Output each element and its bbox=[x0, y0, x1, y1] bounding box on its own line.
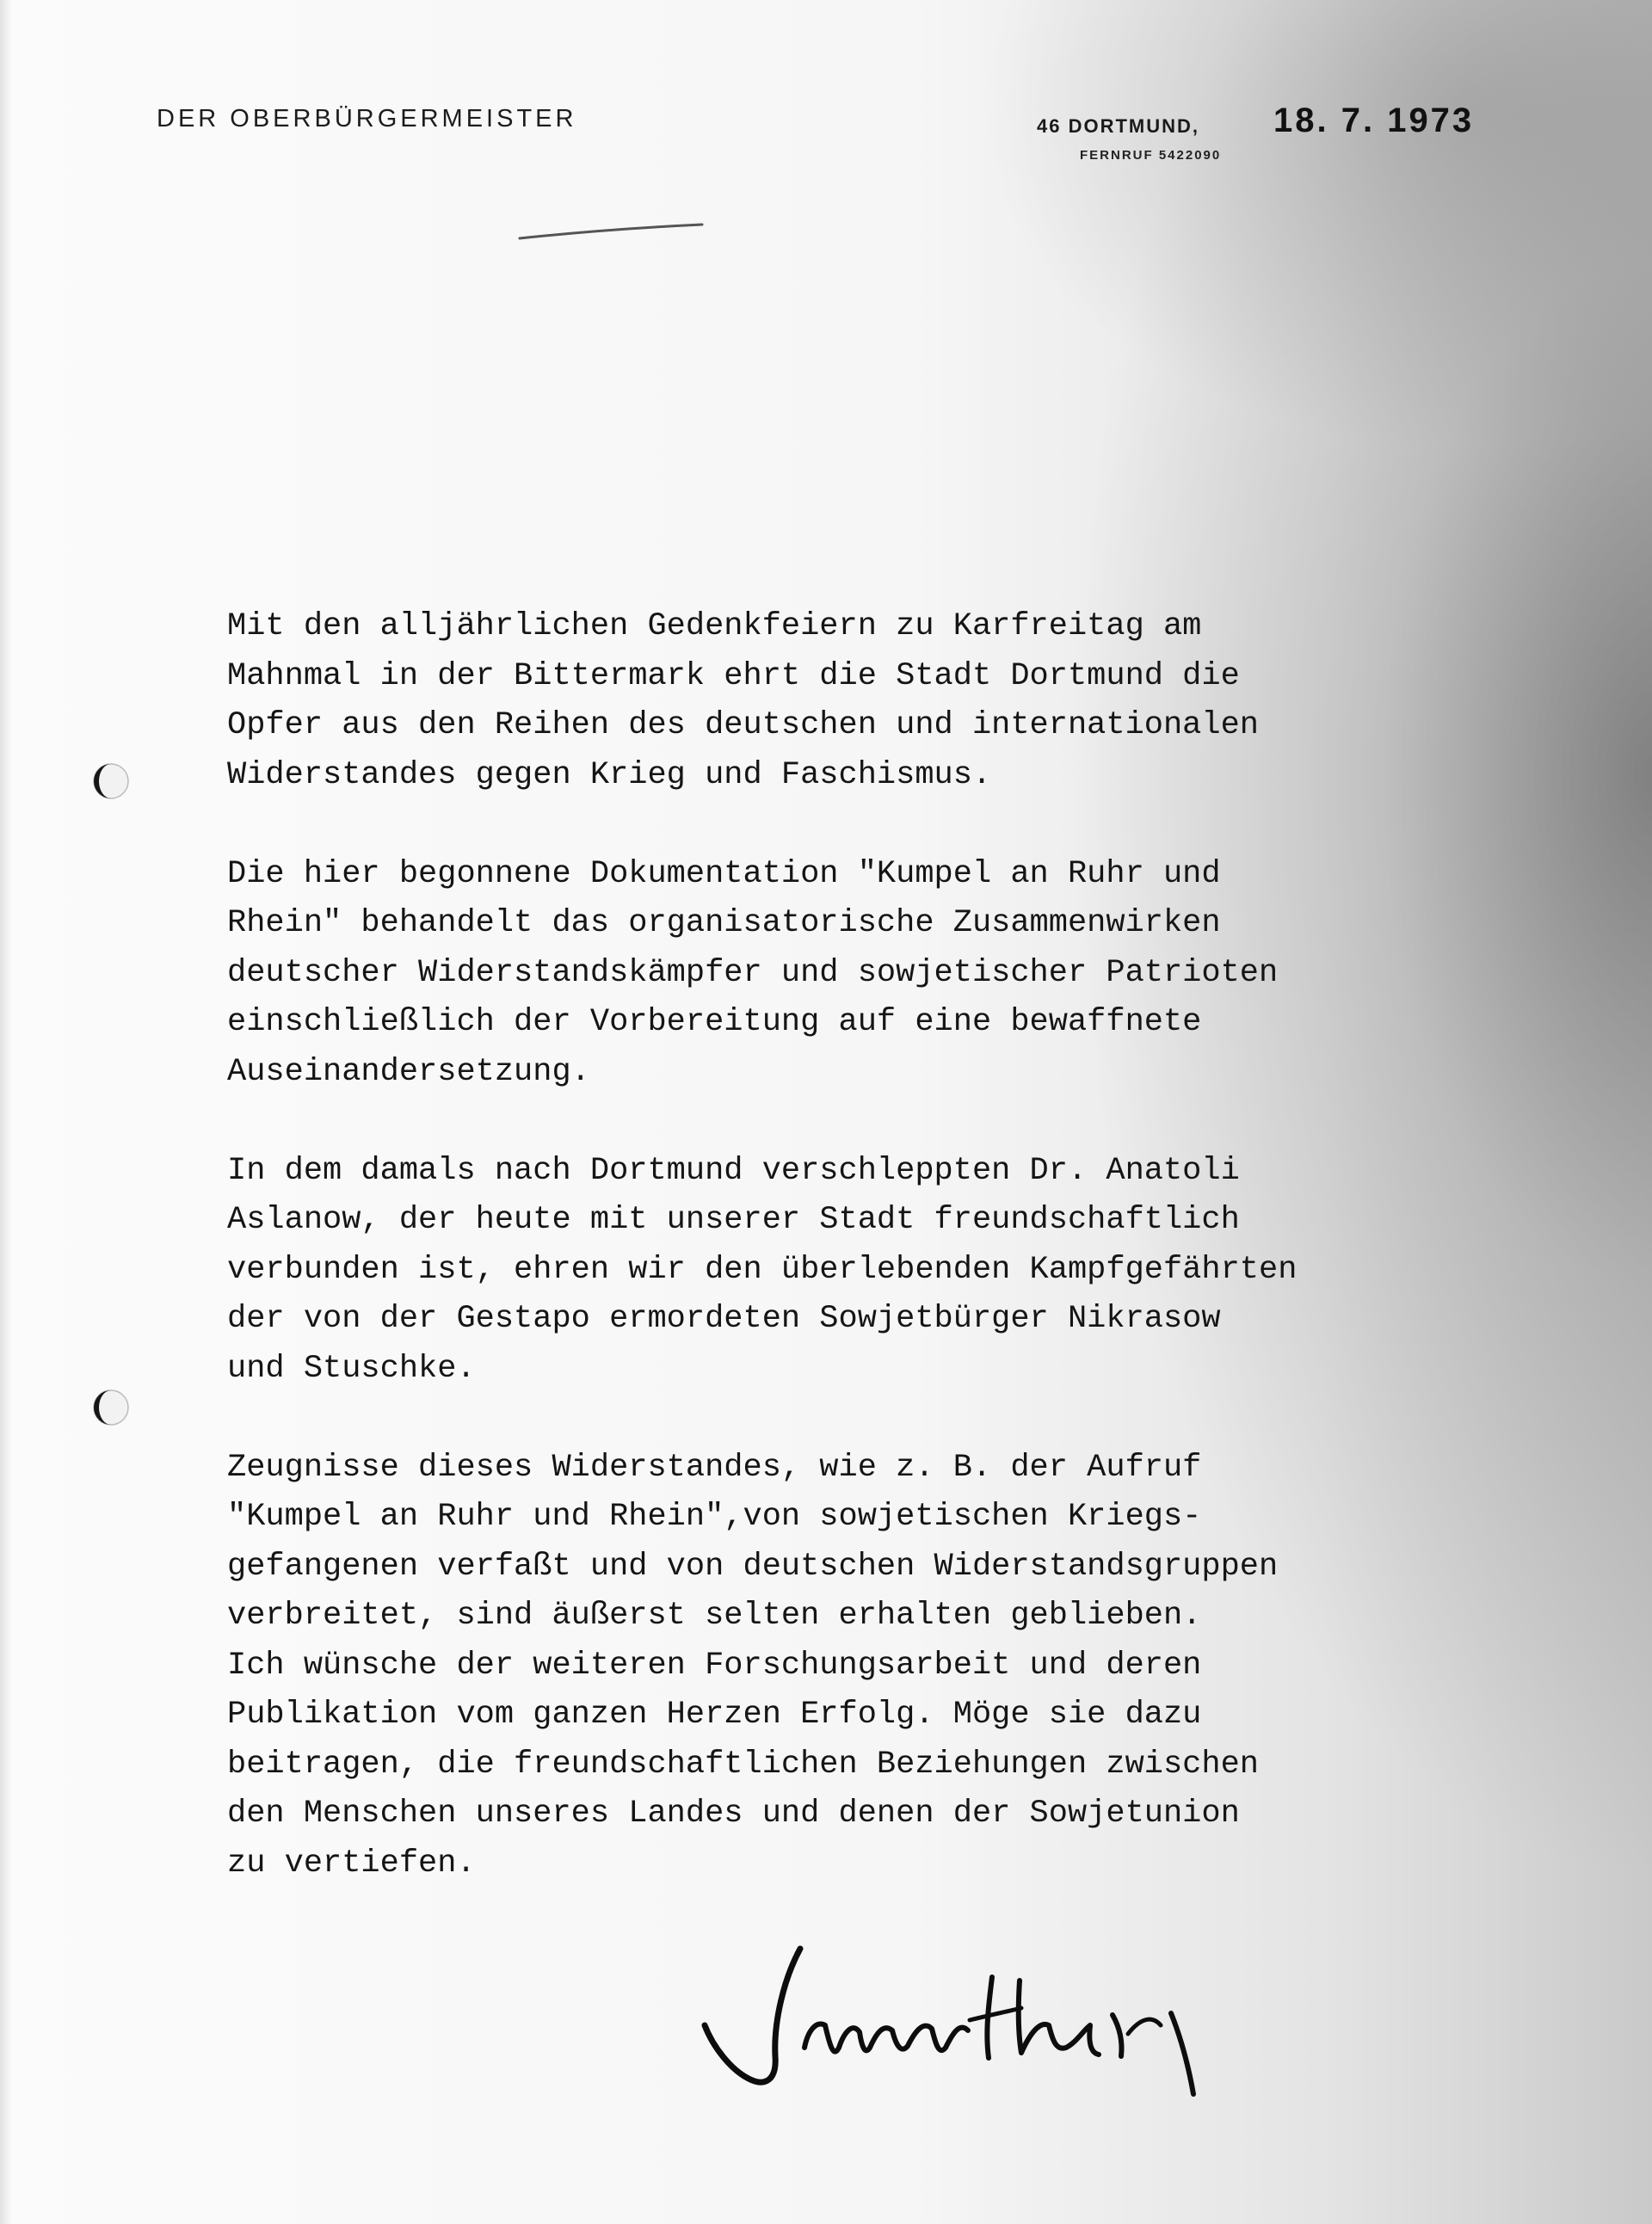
place-label: 46 DORTMUND, bbox=[1037, 115, 1200, 137]
text-line: Auseinandersetzung. bbox=[227, 1053, 590, 1090]
signature-icon bbox=[701, 1919, 1252, 2108]
letter-paragraph bbox=[227, 850, 1432, 1098]
text-line: gefangenen verfaßt und von deutschen Widerstandsgruppen bbox=[227, 1548, 1279, 1585]
text-line: verbunden ist, ehren wir den überlebenden Kampfgefährten bbox=[227, 1251, 1298, 1288]
text-line: der von der Gestapo ermordeten Sowjetbürger Nikrasow bbox=[227, 1301, 1221, 1337]
punch-hole-icon bbox=[91, 1388, 131, 1427]
text-line: einschließlich der Vorbereitung auf eine bewaffnete bbox=[227, 1004, 1202, 1040]
text-line: Aslanow, der heute mit unserer Stadt freundschaftlich bbox=[227, 1202, 1240, 1238]
text-line: Zeugnisse dieses Widerstandes, wie z. B. der Aufruf bbox=[227, 1449, 1202, 1486]
text-line: Ich wünsche der weiteren Forschungsarbeit und deren bbox=[227, 1647, 1202, 1684]
letter-paragraph bbox=[227, 602, 1432, 800]
punch-hole-icon bbox=[91, 761, 131, 801]
phone-number: FERNRUF 5422090 bbox=[1080, 148, 1222, 163]
text-line: den Menschen unseres Landes und denen der Sowjetunion bbox=[227, 1796, 1240, 1832]
letter-date: 18. 7. 1973 bbox=[1273, 102, 1475, 139]
text-line: Die hier begonnene Dokumentation "Kumpel an Ruhr und bbox=[227, 855, 1221, 892]
text-line: Mit den alljährlichen Gedenkfeiern zu Karfreitag am bbox=[227, 608, 1202, 644]
text-line: und Stuschke. bbox=[227, 1350, 476, 1387]
text-line: deutscher Widerstandskämpfer und sowjetischer Patrioten bbox=[227, 954, 1279, 991]
text-line: Widerstandes gegen Krieg und Faschismus. bbox=[227, 756, 992, 793]
text-line: zu vertiefen. bbox=[227, 1845, 476, 1882]
text-line: verbreitet, sind äußerst selten erhalten geblieben. bbox=[227, 1598, 1202, 1634]
text-line: "Kumpel an Ruhr und Rhein",von sowjetischen Kriegs- bbox=[227, 1499, 1202, 1535]
letterhead-title: DER OBERBÜRGERMEISTER bbox=[157, 105, 577, 132]
pen-stroke-mark bbox=[516, 219, 706, 245]
letter-paragraph bbox=[227, 1147, 1432, 1395]
text-line: Publikation vom ganzen Herzen Erfolg. Möge sie dazu bbox=[227, 1697, 1202, 1733]
letter-body bbox=[227, 602, 1432, 1938]
letterhead-place-date bbox=[1037, 102, 1519, 179]
text-line: Opfer aus den Reihen des deutschen und internationalen bbox=[227, 707, 1259, 743]
text-line: Mahnmal in der Bittermark ehrt die Stadt Dortmund die bbox=[227, 657, 1240, 694]
text-line: beitragen, die freundschaftlichen Beziehungen zwischen bbox=[227, 1746, 1259, 1783]
text-line: Rhein" behandelt das organisatorische Zusammenwirken bbox=[227, 905, 1221, 941]
page-edge-shadow bbox=[0, 0, 12, 2224]
letter-paragraph bbox=[227, 1444, 1432, 1889]
text-line: In dem damals nach Dortmund verschleppten Dr. Anatoli bbox=[227, 1152, 1240, 1189]
